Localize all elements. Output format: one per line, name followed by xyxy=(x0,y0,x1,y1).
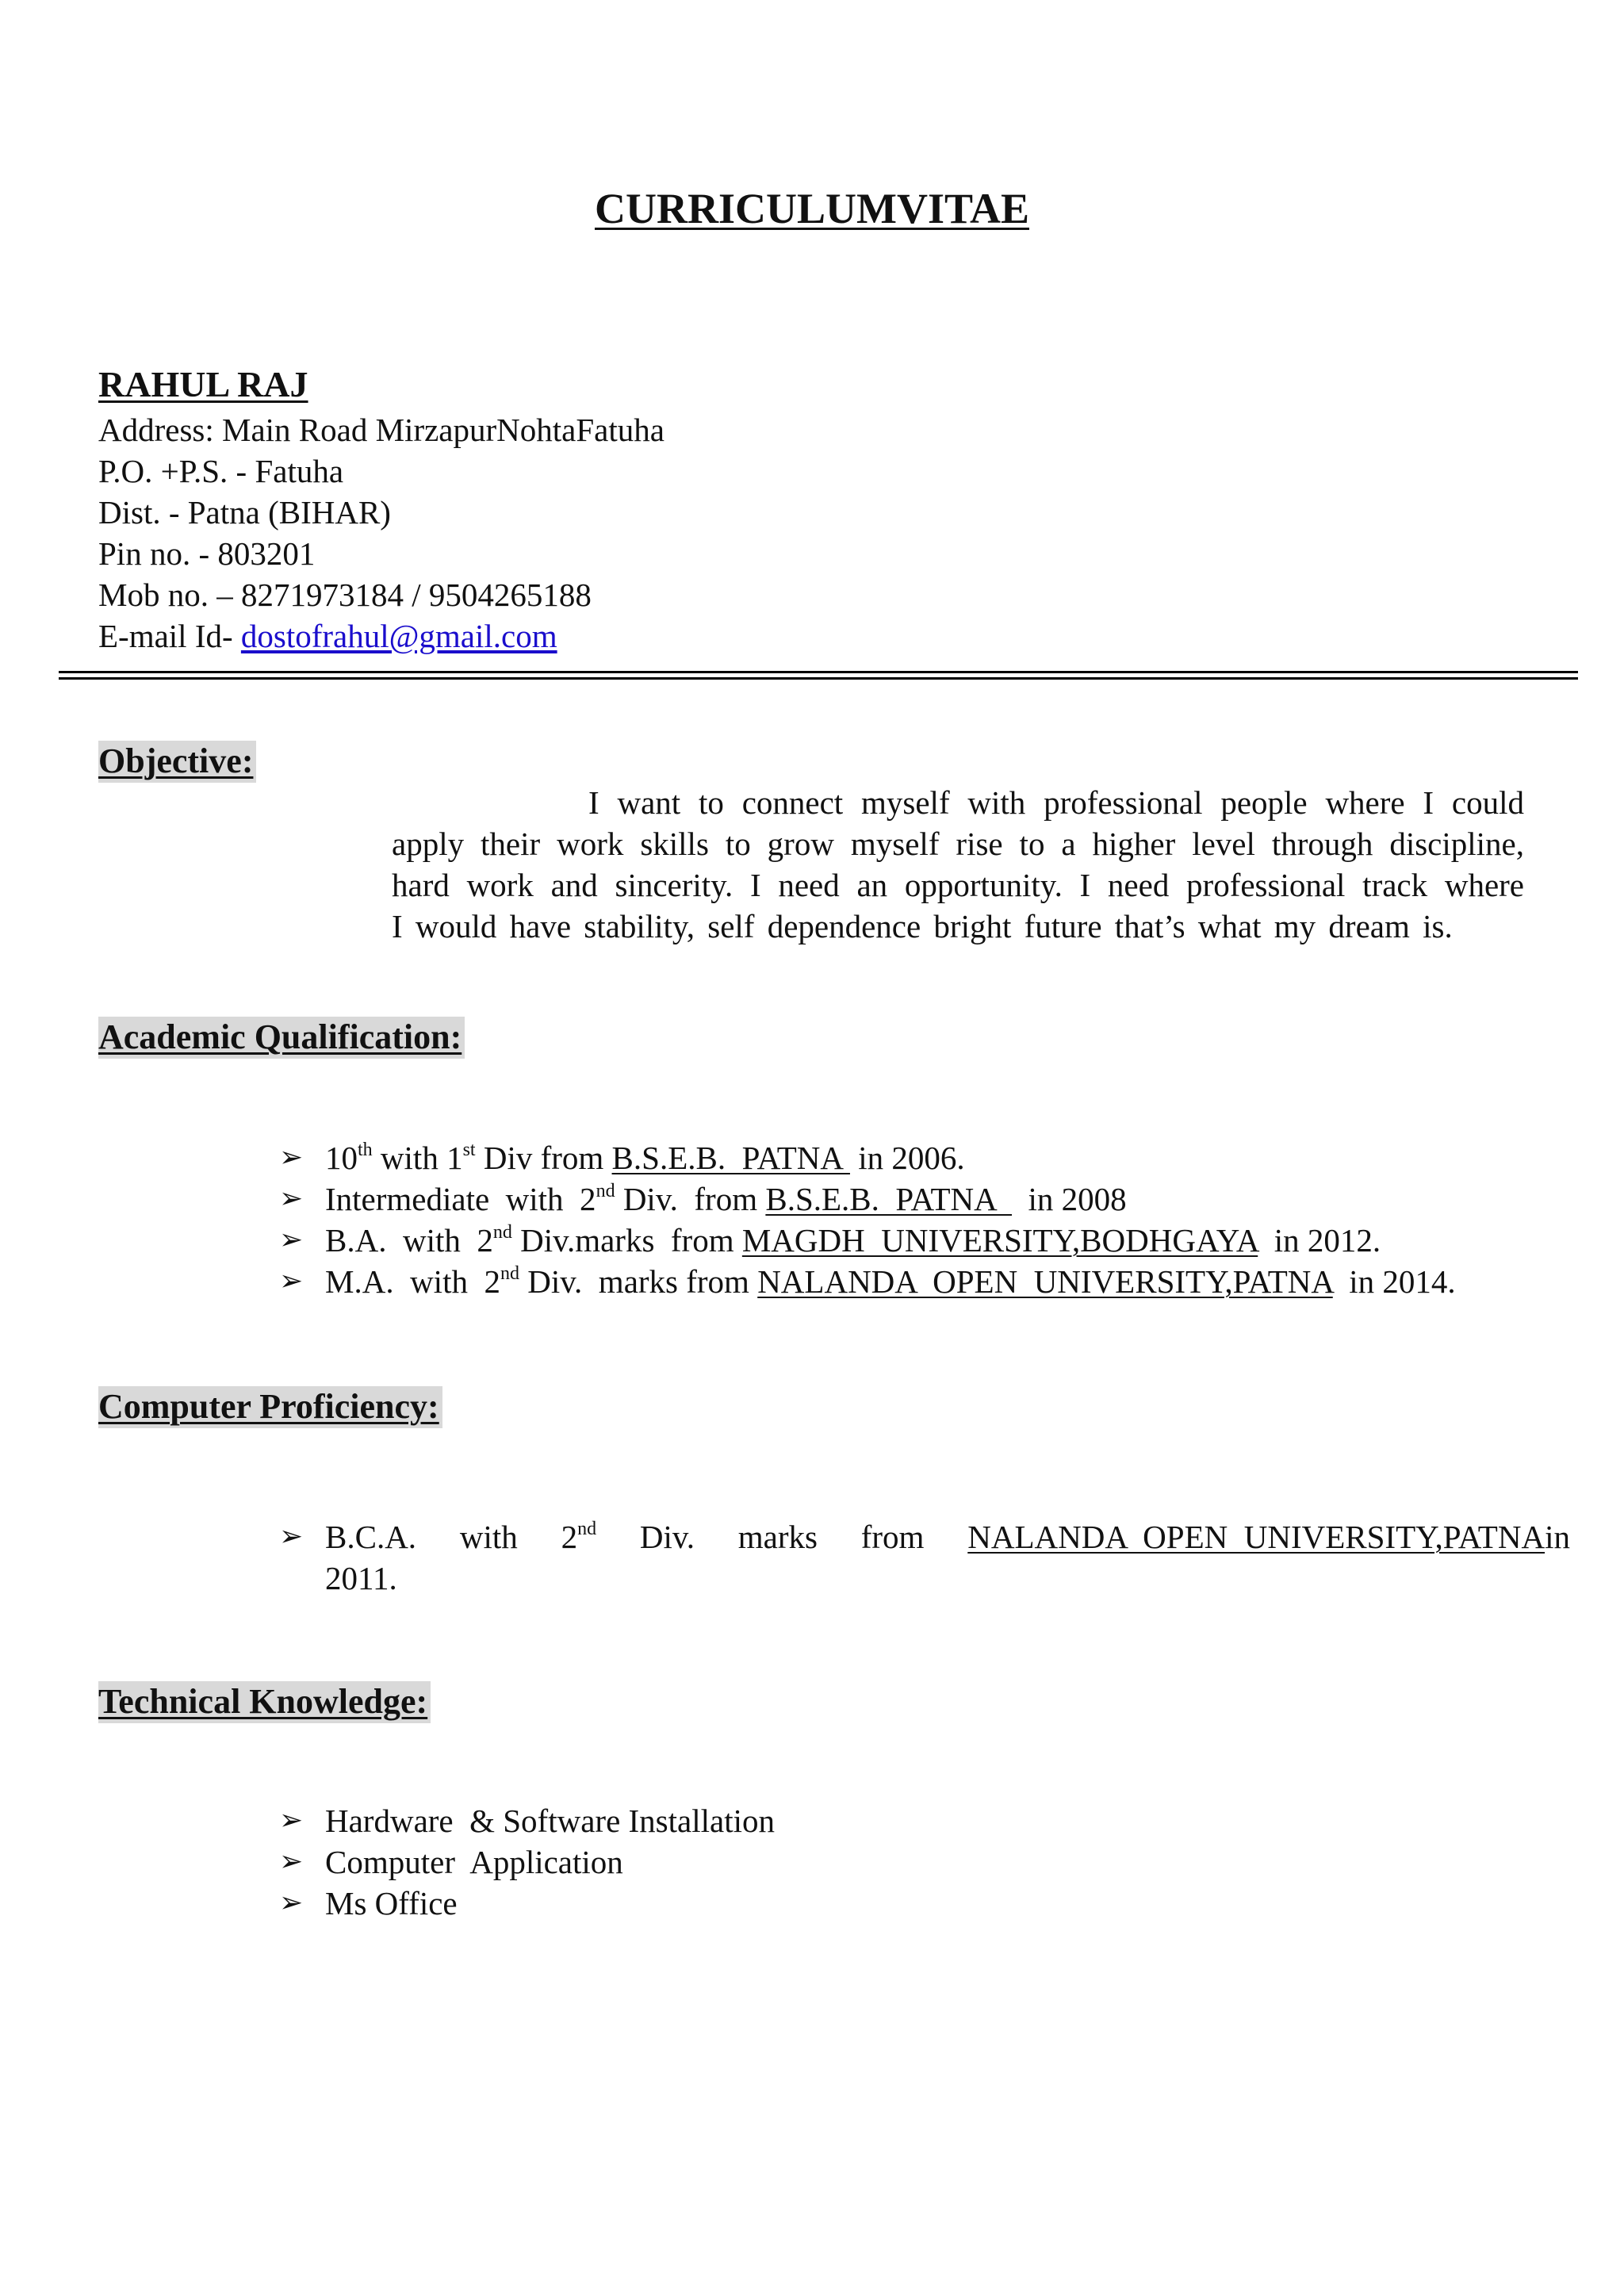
objective-line: I would have stability, self dependence bright future that’s what my dream is. xyxy=(392,908,1453,944)
arrow-bullet-icon: ➢ xyxy=(279,1845,304,1878)
computer-list xyxy=(279,1516,1570,1599)
arrow-bullet-icon: ➢ xyxy=(279,1141,304,1174)
board-name: NALANDA OPEN UNIVERSITY,PATNA xyxy=(757,1263,1333,1300)
list-item: ➢ Ms Office xyxy=(279,1883,775,1924)
list-item: ➢ Computer Application xyxy=(279,1841,775,1883)
computer-heading: Computer Proficiency: xyxy=(98,1386,442,1428)
arrow-bullet-icon: ➢ xyxy=(279,1224,304,1256)
academic-list xyxy=(279,1137,1456,1302)
contact-address: Address: Main Road MirzapurNohtaFatuha xyxy=(98,412,665,448)
list-item: ➢ Intermediate with 2nd Div. from B.S.E.B. PATNA in 2008 xyxy=(279,1178,1456,1220)
board-name: NALANDA OPEN UNIVERSITY,PATNA xyxy=(967,1519,1545,1555)
contact-po-ps: P.O. +P.S. - Fatuha xyxy=(98,453,344,489)
objective-text xyxy=(392,782,1524,947)
objective-line: apply their work skills to grow myself rise to a higher level through discipline, xyxy=(392,826,1524,862)
arrow-bullet-icon: ➢ xyxy=(279,1182,304,1215)
board-name: B.S.E.B. PATNA xyxy=(765,1181,1013,1217)
list-item: ➢ Hardware & Software Installation xyxy=(279,1800,775,1841)
board-name: MAGDH UNIVERSITY,BODHGAYA xyxy=(741,1222,1258,1259)
email-link[interactable]: dostofrahul@gmail.com xyxy=(240,618,557,654)
arrow-bullet-icon: ➢ xyxy=(279,1265,304,1297)
objective-line: hard work and sincerity. I need an opportunity. I need professional track where xyxy=(392,867,1524,903)
divider-bottom xyxy=(59,677,1578,680)
technical-heading: Technical Knowledge: xyxy=(98,1681,431,1723)
contact-mobile: Mob no. – 8271973184 / 9504265188 xyxy=(98,577,592,613)
list-item: ➢ M.A. with 2nd Div. marks from NALANDA OPEN UNIVERSITY,PATNA in 2014. xyxy=(279,1261,1456,1302)
list-item: ➢ B.C.A. with 2nd Div. marks from NALANDA OPEN UNIVERSITY,PATNAin 2011. xyxy=(279,1516,1570,1599)
academic-heading: Academic Qualification: xyxy=(98,1017,465,1059)
contact-pin: Pin no. - 803201 xyxy=(98,535,316,572)
objective-heading: Objective: xyxy=(98,741,256,783)
objective-line: I want to connect myself with professional people where I could xyxy=(588,784,1524,821)
document-title: CURRICULUMVITAE xyxy=(594,185,1029,232)
arrow-bullet-icon: ➢ xyxy=(279,1804,304,1837)
contact-email-row xyxy=(98,615,557,657)
arrow-bullet-icon: ➢ xyxy=(279,1520,304,1553)
candidate-name: RAHUL RAJ xyxy=(98,364,308,404)
technical-list xyxy=(279,1800,775,1924)
list-item: ➢ 10th with 1st Div from B.S.E.B. PATNA in 2006. xyxy=(279,1137,1456,1178)
arrow-bullet-icon: ➢ xyxy=(279,1887,304,1919)
list-item: ➢ B.A. with 2nd Div.marks from MAGDH UNIVERSITY,BODHGAYA in 2012. xyxy=(279,1220,1456,1261)
board-name: B.S.E.B. PATNA xyxy=(611,1140,850,1176)
email-label: E-mail Id- xyxy=(98,618,233,654)
contact-district: Dist. - Patna (BIHAR) xyxy=(98,494,391,531)
divider-top xyxy=(59,671,1578,673)
